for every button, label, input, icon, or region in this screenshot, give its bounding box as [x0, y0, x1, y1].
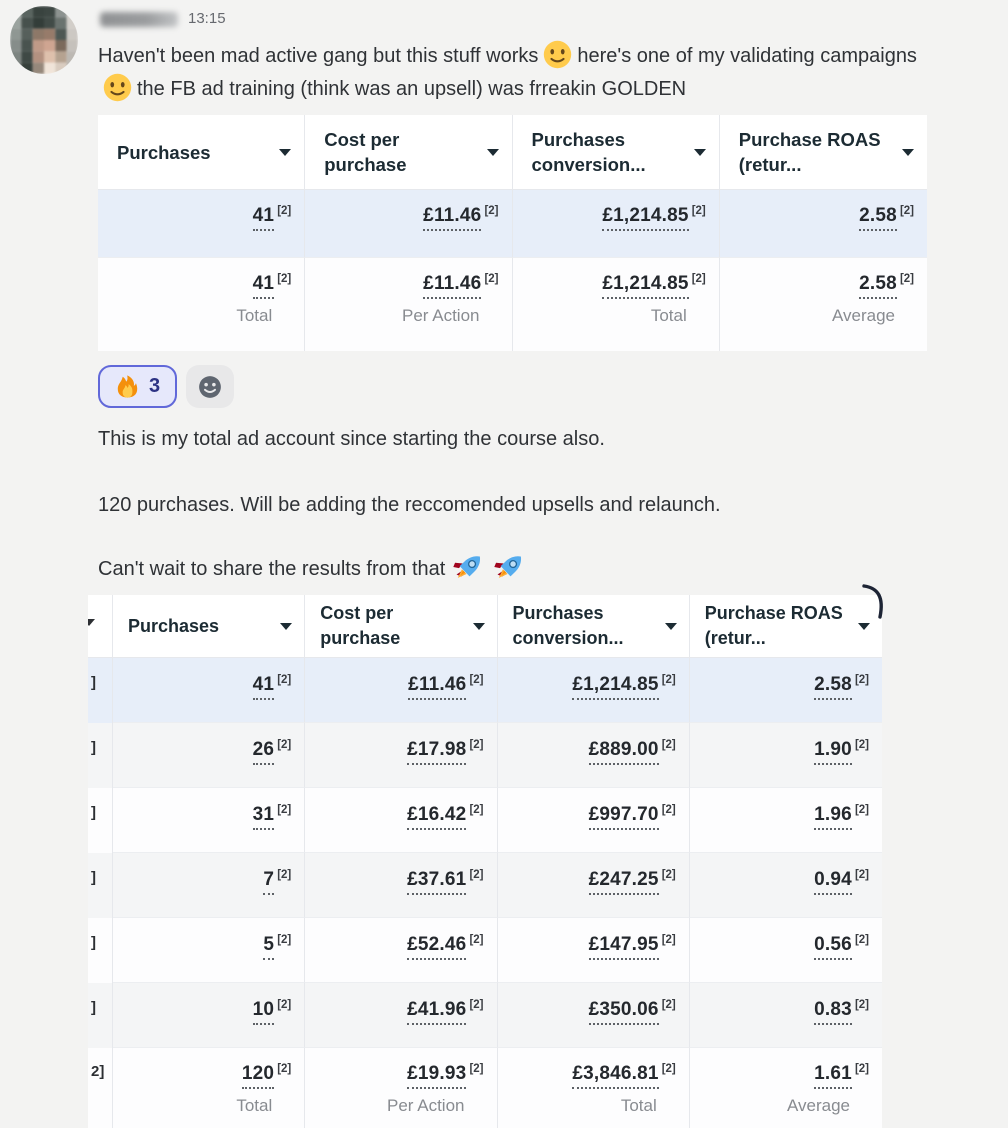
table-cell: £247.25 [2]: [498, 853, 690, 918]
table-cell: 2.58 [2]: [720, 190, 927, 258]
message-paragraph-3: 120 purchases. Will be adding the reccomended upsells and relaunch.: [98, 494, 721, 516]
fire-reaction-pill[interactable]: [98, 365, 177, 408]
column-header: Purchases conversion...: [498, 595, 690, 658]
table-total-cell: £11.46 [2] Per Action: [305, 258, 512, 351]
slightly-smiling-face-emoji: [543, 40, 572, 69]
table-total-cell: 2.58 [2] Average: [720, 258, 927, 351]
avatar[interactable]: [10, 6, 78, 74]
slightly-smiling-face-emoji: [103, 73, 132, 102]
table-cell: £147.95 [2]: [498, 918, 690, 983]
column-header: Cost per purchase: [305, 595, 497, 658]
table-total-cell: £19.93 [2] Per Action: [305, 1048, 497, 1128]
sort-dropdown-icon: [902, 149, 914, 156]
sort-dropdown-icon: [858, 623, 870, 630]
table-cell: 0.56 [2]: [690, 918, 882, 983]
column-header: Purchases conversion...: [513, 115, 720, 190]
table-total-cell: 41 [2] Total: [98, 258, 305, 351]
message-paragraph-4: [98, 550, 938, 586]
sort-dropdown-icon: [487, 149, 499, 156]
table-cell: £11.46 [2]: [305, 190, 512, 258]
sort-dropdown-icon: [280, 623, 292, 630]
table-cell: 10 [2]: [113, 983, 305, 1048]
cutoff-column: ]: [88, 918, 113, 983]
message-paragraph-1: [98, 40, 934, 106]
table-cell: £350.06 [2]: [498, 983, 690, 1048]
table-cell: 41 [2]: [98, 190, 305, 258]
table-total-cell: £1,214.85 [2] Total: [513, 258, 720, 351]
avatar-pixelated-image: [10, 6, 78, 74]
message-paragraph-2: This is my total ad account since starting the course also.: [98, 428, 605, 450]
table-cell: £17.98 [2]: [305, 723, 497, 788]
message-text: Haven't been mad active gang but this stuff works: [98, 45, 539, 67]
cutoff-column: ]: [88, 658, 113, 723]
sort-dropdown-icon: [473, 623, 485, 630]
message-text: Can't wait to share the results from that: [98, 558, 446, 580]
cutoff-sort-icon: [88, 619, 95, 626]
reactions-bar: [98, 365, 234, 408]
table-cell: 41 [2]: [113, 658, 305, 723]
table-cell: £41.96 [2]: [305, 983, 497, 1048]
table-cell: 0.83 [2]: [690, 983, 882, 1048]
cutoff-column: [88, 595, 113, 658]
table-cell: 7 [2]: [113, 853, 305, 918]
table-cell: £1,214.85 [2]: [513, 190, 720, 258]
column-header: Cost per purchase: [305, 115, 512, 190]
column-header: Purchases: [113, 595, 305, 658]
timestamp: 13:15: [188, 10, 226, 27]
table-cell: £997.70 [2]: [498, 788, 690, 853]
cutoff-column: ]: [88, 983, 113, 1048]
corner-mark: [861, 583, 891, 621]
ads-screenshot-large[interactable]: [88, 595, 882, 1128]
cutoff-column: 2]: [88, 1048, 113, 1128]
ads-screenshot-small[interactable]: [98, 115, 927, 351]
table-total-cell: 120 [2] Total: [113, 1048, 305, 1128]
table-total-cell: £3,846.81 [2] Total: [498, 1048, 690, 1128]
username-redacted[interactable]: [100, 12, 178, 27]
add-reaction-button[interactable]: [186, 365, 234, 408]
table-cell: £52.46 [2]: [305, 918, 497, 983]
cutoff-column: ]: [88, 788, 113, 853]
sort-dropdown-icon: [665, 623, 677, 630]
fire-emoji: [115, 374, 140, 399]
smiley-add-reaction-icon: [196, 373, 224, 401]
table-cell: 1.90 [2]: [690, 723, 882, 788]
cutoff-column: ]: [88, 723, 113, 788]
table-cell: 26 [2]: [113, 723, 305, 788]
table-cell: £889.00 [2]: [498, 723, 690, 788]
message-text: here's one of my validating campaigns: [577, 45, 917, 67]
table-cell: £16.42 [2]: [305, 788, 497, 853]
column-header: Purchase ROAS (retur...: [720, 115, 927, 190]
table-total-cell: 1.61 [2] Average: [690, 1048, 882, 1128]
column-header: Purchase ROAS (retur...: [690, 595, 882, 658]
message-text: the FB ad training (think was an upsell) was frreakin GOLDEN: [137, 78, 687, 100]
rocket-emoji: [491, 548, 529, 586]
table-cell: £1,214.85 [2]: [498, 658, 690, 723]
table-cell: 1.96 [2]: [690, 788, 882, 853]
table-cell: 5 [2]: [113, 918, 305, 983]
sort-dropdown-icon: [694, 149, 706, 156]
table-cell: £37.61 [2]: [305, 853, 497, 918]
table-cell: 31 [2]: [113, 788, 305, 853]
column-header: Purchases: [98, 115, 305, 190]
rocket-emoji: [450, 548, 488, 586]
sort-dropdown-icon: [279, 149, 291, 156]
cutoff-column: ]: [88, 853, 113, 918]
table-cell: 0.94 [2]: [690, 853, 882, 918]
table-cell: £11.46 [2]: [305, 658, 497, 723]
reaction-count: 3: [149, 375, 161, 397]
table-cell: 2.58 [2]: [690, 658, 882, 723]
